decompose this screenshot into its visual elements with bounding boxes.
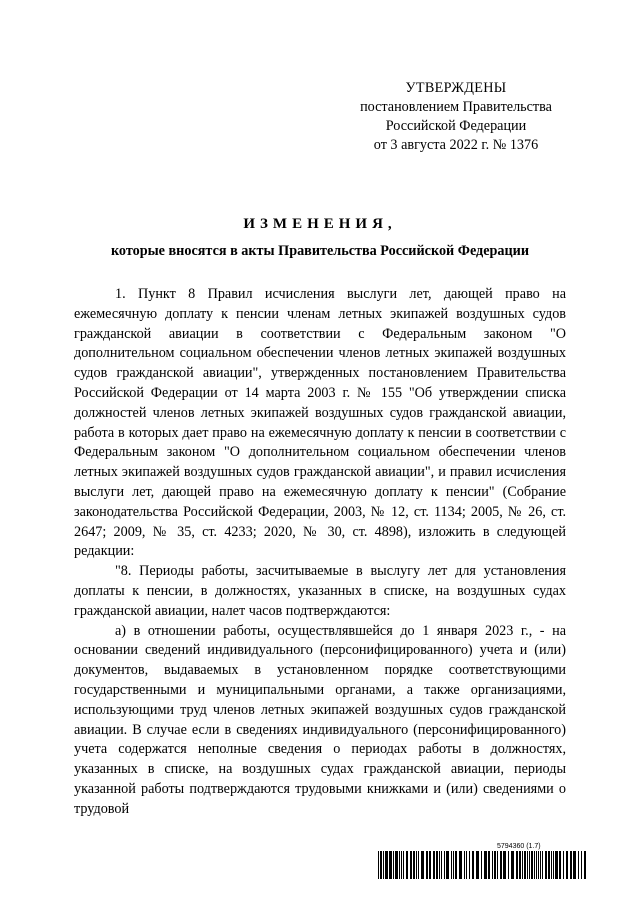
paragraph-3: а) в отношении работы, осуществлявшейся до 1 января 2023 г., - на основании сведений индивидуального (персонифицированного) учета и (или) документов, выдаваемых в установленном порядке соответствующими государственными и муниципальными органами, а также организациями, использующими труд членов летных экипажей воздушных судов гражданской авиации. В случае если в сведениях индивидуального (персонифицированного) учета содержатся неполные сведения о периодах работы в должностях, указанных в списке, на воздушных судах гражданской авиации, периоды указанной работы подтверждаются трудовыми книжками и (или) сведениями о трудовой [74,622,566,817]
approval-line-2: Российской Федерации [385,118,527,134]
approval-line-1: постановлением Правительства [360,99,552,115]
paragraph-1: 1. Пункт 8 Правил исчисления выслуги лет, дающей право на ежемесячную доплату к пенсии членам летных экипажей воздушных судов гражданской авиации в соответствии с Федеральным законом "О дополнительном социальном обеспечении членов летных экипажей воздушных судов гражданской авиации", утвержденных постановлением Правительства Российской Федерации от 14 марта 2003 г. № 155 "Об утверждении списка должностей членов летных экипажей воздушных судов гражданской авиации, работа в которых дает право на ежемесячную доплату к пенсии в соответствии с Федеральным законом "О дополнительном социальном обеспечении членов летных экипажей воздушных судов гражданской авиации", и правил исчисления выслуги лет, дающей право на ежемесячную доплату к пенсии" (Собрание законодательства Российской Федерации, 2003, № 12, ст. 1134; 2005, № 26, ст. 2647; 2009, № 35, ст. 4233; 2020, № 30, ст. 4898), изложить в следующей редакции: [74,286,566,560]
approval-line-3: от 3 августа 2022 г. № 1376 [373,137,539,153]
approval-title: УТВЕРЖДЕНЫ [405,80,507,96]
paragraph-2: "8. Периоды работы, засчитываемые в выслугу лет для установления доплаты к пенсии, в должностях, указанных в списке, на воздушных судах гражданской авиации, налет часов подтверждаются: [74,563,566,619]
barcode-number: 5794360 (1.7) [497,843,541,850]
document-heading: ИЗМЕНЕНИЯ, [243,216,397,232]
barcode-image [378,851,590,879]
approval-stamp [330,79,582,155]
document-body [74,285,566,820]
document-subheading: которые вносятся в акты Правительства Российской Федерации [110,243,530,259]
